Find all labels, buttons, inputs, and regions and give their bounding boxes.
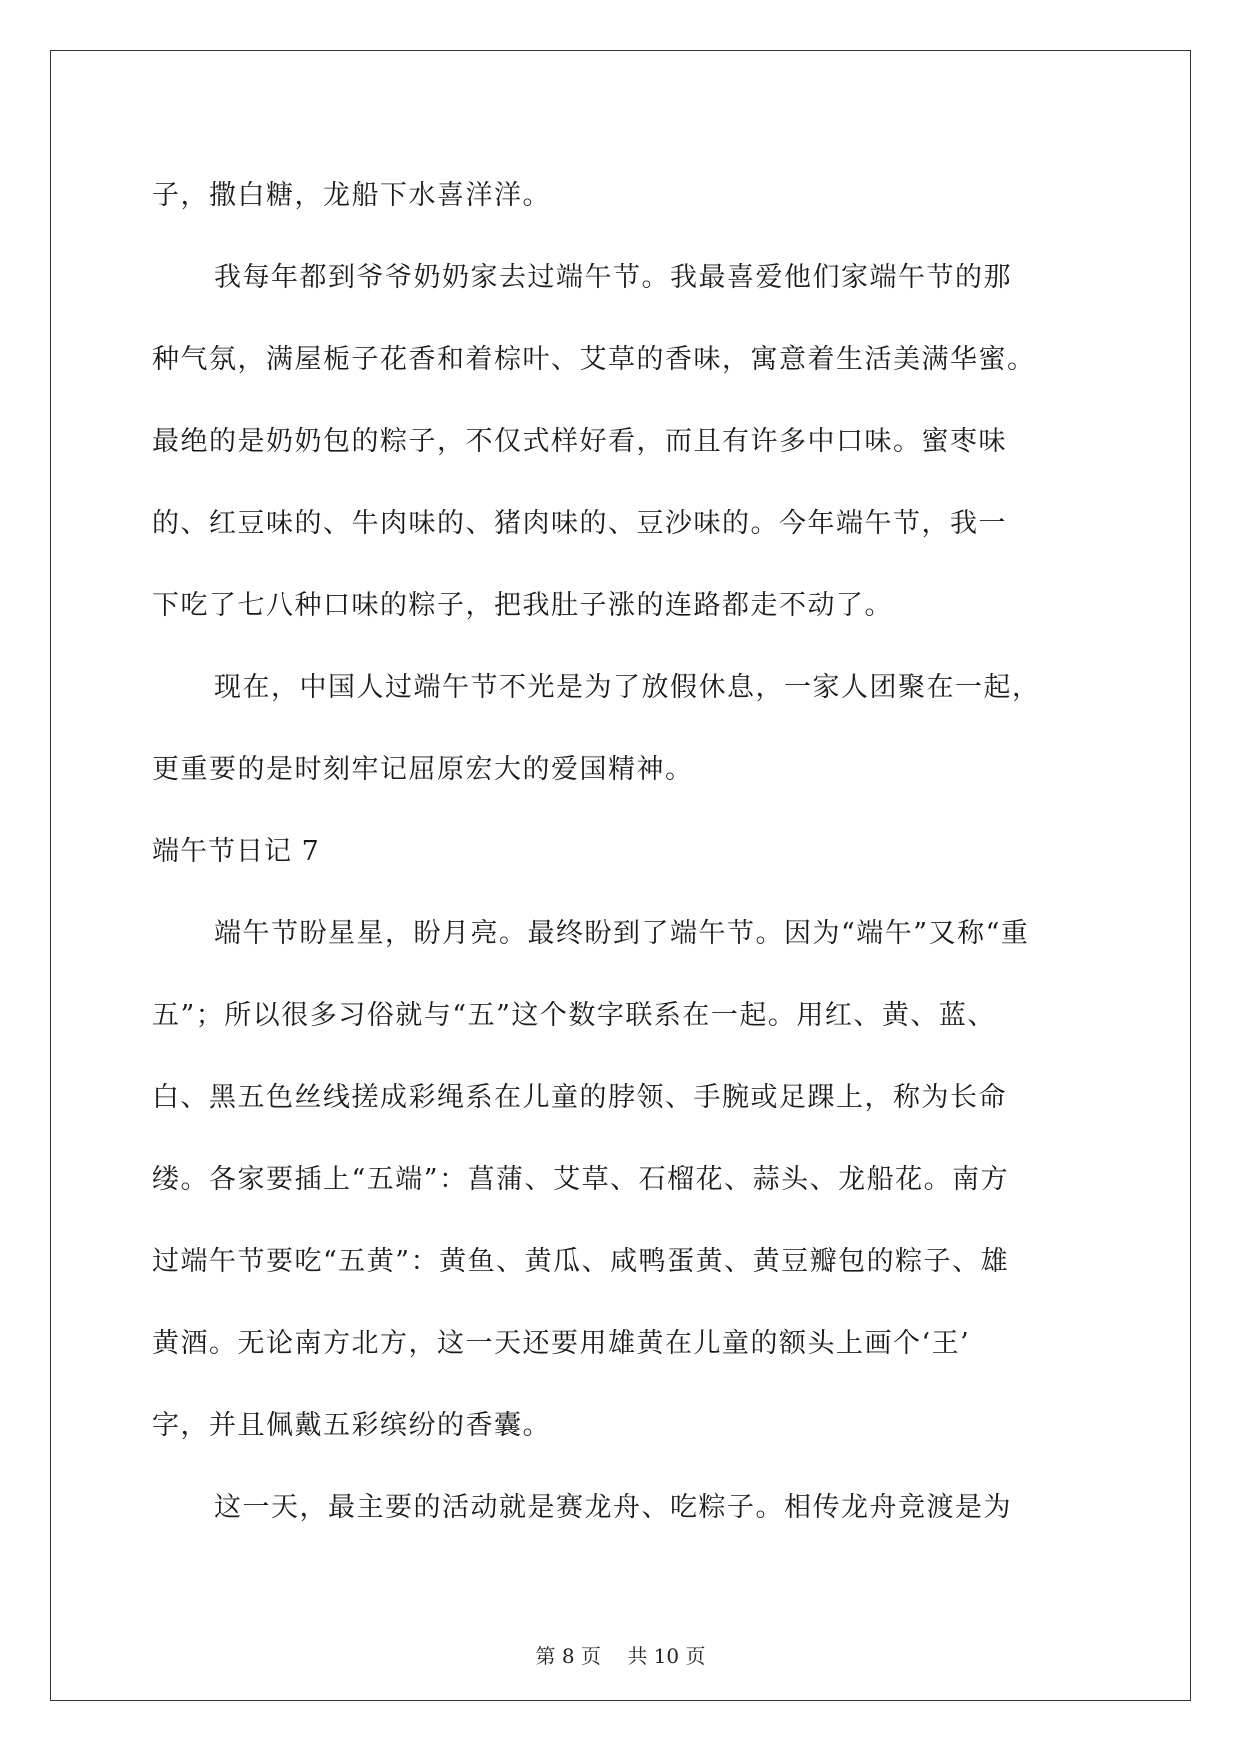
page-number: 第 8 页 xyxy=(535,1644,601,1668)
paragraph-start: 现在，中国人过端午节不光是为了放假休息，一家人团聚在一起， xyxy=(214,672,1041,703)
text-line: 子，撒白糖，龙船下水喜洋洋。 xyxy=(152,180,551,211)
text-line: 五”；所以很多习俗就与“五”这个数字联系在一起。用红、黄、蓝、 xyxy=(152,1000,996,1031)
paragraph-start: 我每年都到爷爷奶奶家去过端午节。我最喜爱他们家端午节的那 xyxy=(214,262,1012,293)
text-line: 过端午节要吃“五黄”：黄鱼、黄瓜、咸鸭蛋黄、黄豆瓣包的粽子、雄 xyxy=(152,1246,1010,1277)
page-total: 共 10 页 xyxy=(627,1644,706,1668)
text-line: 下吃了七八种口味的粽子，把我肚子涨的连路都走不动了。 xyxy=(152,590,893,621)
text-line: 黄酒。无论南方北方，这一天还要用雄黄在儿童的额头上画个‘王’ xyxy=(152,1328,971,1359)
page-footer xyxy=(0,1640,1241,1669)
text-line: 最绝的是奶奶包的粽子，不仅式样好看，而且有许多中口味。蜜枣味 xyxy=(152,426,1007,457)
text-line: 白、黑五色丝线搓成彩绳系在儿童的脖领、手腕或足踝上，称为长命 xyxy=(152,1082,1007,1113)
text-line: 的、红豆味的、牛肉味的、猪肉味的、豆沙味的。今年端午节，我一 xyxy=(152,508,1007,539)
paragraph-start: 端午节盼星星，盼月亮。最终盼到了端午节。因为“端午”又称“重 xyxy=(214,918,1030,949)
text-line: 缕。各家要插上“五端”：菖蒲、艾草、石榴花、蒜头、龙船花。南方 xyxy=(152,1164,1010,1195)
section-heading: 端午节日记 7 xyxy=(152,836,320,867)
text-line: 种气氛，满屋栀子花香和着棕叶、艾草的香味，寓意着生活美满华蜜。 xyxy=(152,344,1036,375)
text-line: 字，并且佩戴五彩缤纷的香囊。 xyxy=(152,1410,551,1441)
text-line: 更重要的是时刻牢记屈原宏大的爱国精神。 xyxy=(152,754,694,785)
document-body xyxy=(152,155,1092,1549)
paragraph-start: 这一天，最主要的活动就是赛龙舟、吃粽子。相传龙舟竞渡是为 xyxy=(214,1492,1012,1523)
